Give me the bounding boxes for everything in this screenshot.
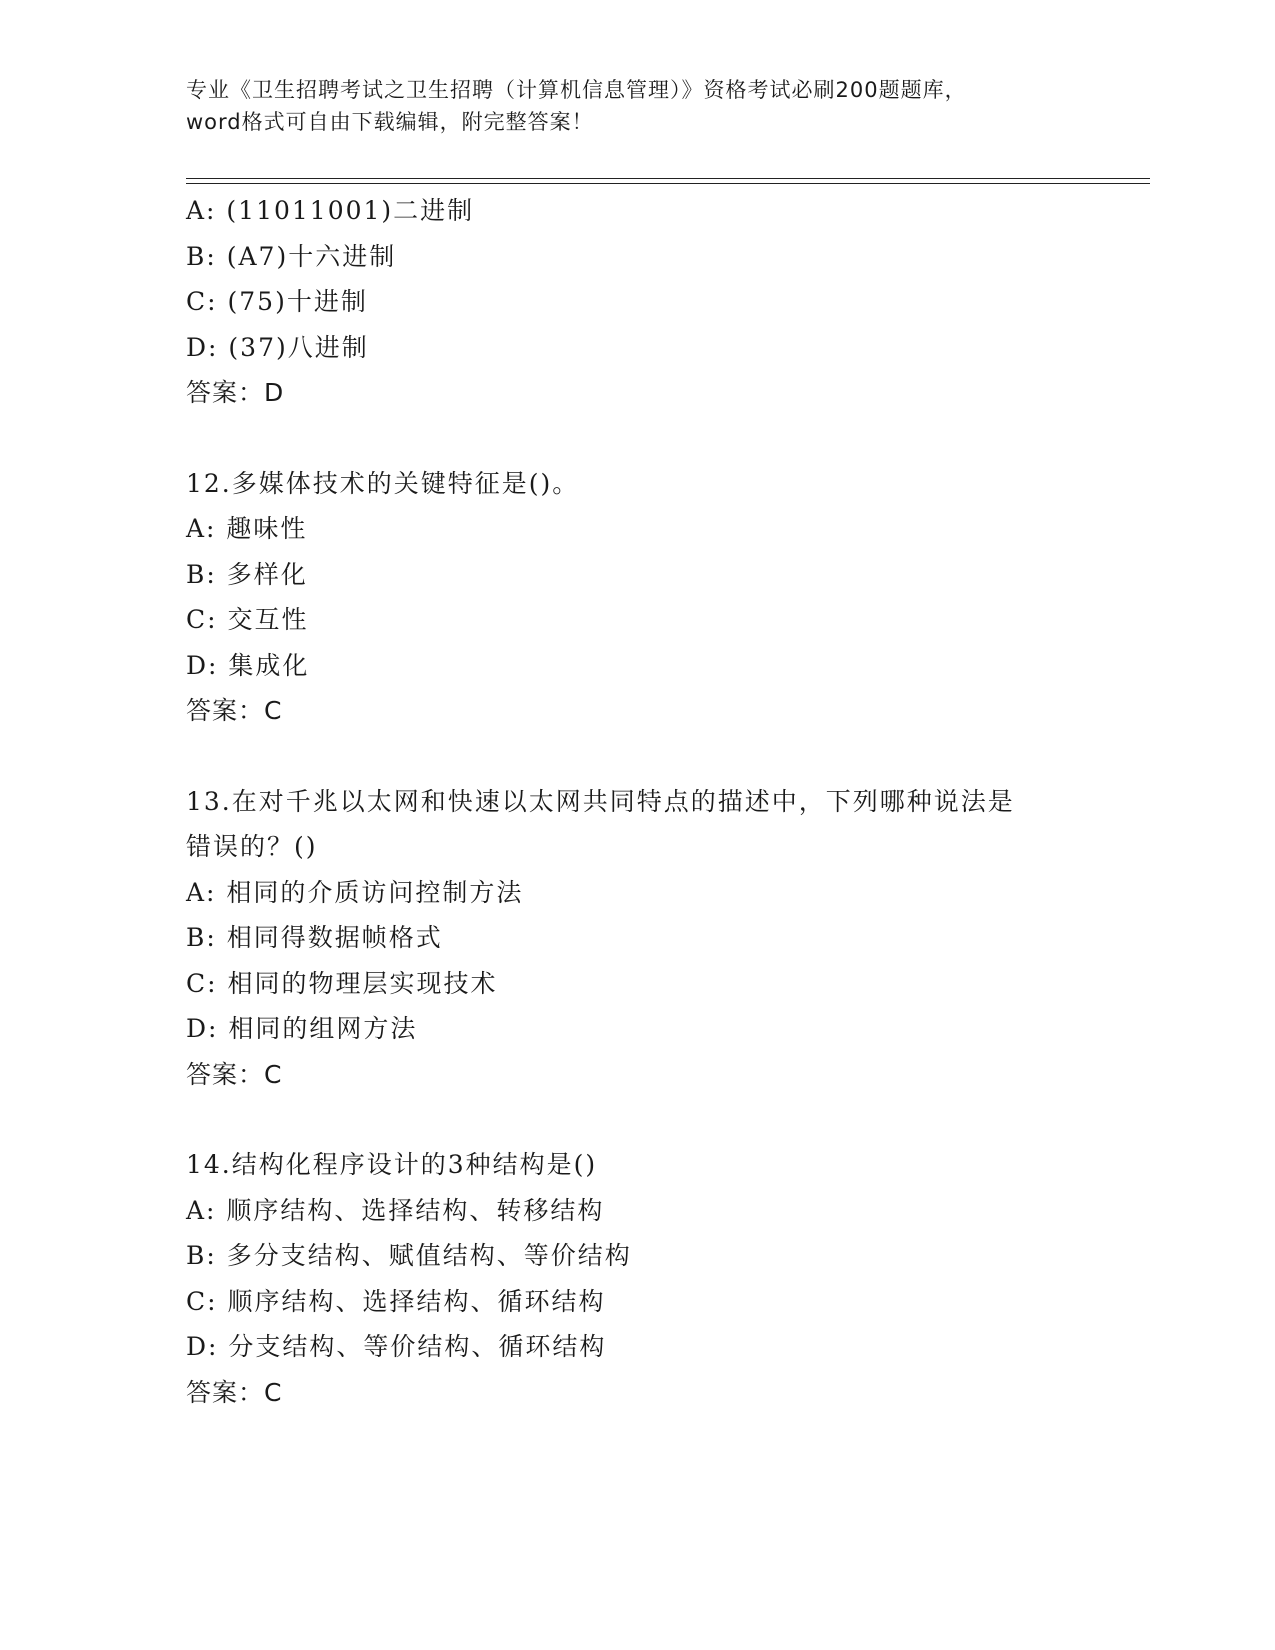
option-c: C: 顺序结构、选择结构、循环结构 (186, 1286, 606, 1316)
question-text-line-2: 错误的？() (186, 832, 318, 861)
header-divider-top (186, 178, 1150, 179)
option-d: D: 集成化 (186, 650, 310, 680)
answer: 答案：C (186, 1377, 283, 1407)
option-b: B: 相同得数据帧格式 (186, 923, 443, 952)
question-11 (186, 188, 1146, 416)
answer: 答案：D (186, 378, 285, 407)
option-d: D: 分支结构、等价结构、循环结构 (186, 1332, 607, 1361)
header-line-1: 专业《卫生招聘考试之卫生招聘（计算机信息管理）》资格考试必刷200题题库， (186, 78, 967, 102)
option-c: C: (75)十进制 (186, 287, 368, 316)
option-a: A: 顺序结构、选择结构、转移结构 (186, 1195, 605, 1225)
question-list (186, 188, 1146, 1415)
answer: 答案：C (186, 696, 283, 725)
question-12 (186, 461, 1146, 734)
spacer (186, 416, 1146, 461)
answer: 答案：C (186, 1059, 283, 1089)
spacer (186, 1097, 1146, 1142)
question-13 (186, 779, 1146, 1098)
option-d: D: (37)八进制 (186, 332, 369, 362)
header-line-2: word格式可自由下载编辑，附完整答案！ (186, 110, 594, 134)
option-b: B: (A7)十六进制 (186, 241, 397, 271)
option-a: A: (11011001)二进制 (186, 196, 475, 225)
option-a: A: 趣味性 (186, 514, 308, 543)
question-text: 12.多媒体技术的关键特征是()。 (186, 468, 580, 498)
document-header (186, 74, 1086, 138)
option-c: C: 相同的物理层实现技术 (186, 968, 498, 998)
spacer (186, 734, 1146, 779)
option-a: A: 相同的介质访问控制方法 (186, 877, 524, 907)
question-text-line-1: 13.在对千兆以太网和快速以太网共同特点的描述中，下列哪种说法是 (186, 786, 1015, 816)
option-b: B: 多样化 (186, 559, 308, 589)
question-14 (186, 1142, 1146, 1415)
question-text: 14.结构化程序设计的3种结构是() (186, 1150, 598, 1179)
option-b: B: 多分支结构、赋值结构、等价结构 (186, 1241, 632, 1270)
option-d: D: 相同的组网方法 (186, 1014, 418, 1043)
option-c: C: 交互性 (186, 605, 309, 634)
header-divider-bottom (186, 183, 1150, 184)
